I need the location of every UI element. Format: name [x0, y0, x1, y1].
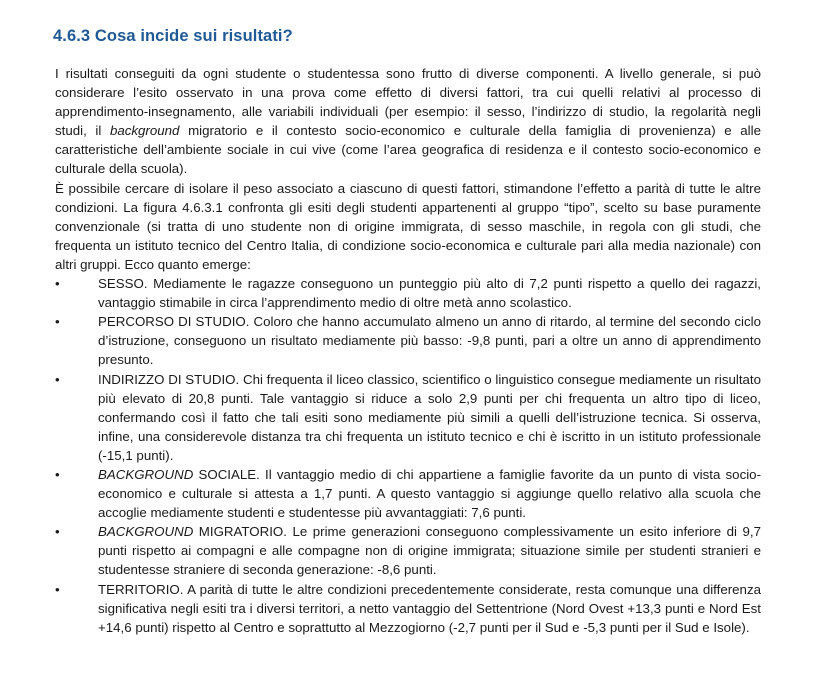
list-item-indirizzo — [55, 370, 761, 465]
item-term: TERRITORIO. — [98, 581, 184, 597]
intro-text-end: migratorio e il contesto socio-economico e culturale della famiglia di provenienza) e alle caratteristiche dell’ambiente sociale in cui vive (come l’area geografica di residenza e il contesto socio-economico e culturale della scuola). — [55, 123, 761, 177]
bullet-marker: • — [55, 581, 60, 597]
list-item-territorio — [55, 580, 761, 637]
item-term: MIGRATORIO. — [193, 524, 287, 540]
bullet-marker: • — [55, 371, 60, 387]
body-text — [55, 64, 761, 637]
item-term: SESSO. — [98, 276, 148, 292]
item-term: PERCORSO DI STUDIO. — [98, 314, 250, 330]
item-text: Il vantaggio medio di chi appartiene a famiglie favorite da un punto di vista socio-economico e culturale si attesta a 1,7 punti. A questo vantaggio si aggiunge quello relativo alla scuola che accoglie mediamente studenti e studentesse più avvantaggiati: 7,6 punti. — [98, 466, 762, 521]
item-text: Le prime generazioni conseguono complessivamente un esito inferiore di 9,7 punti rispetto ai compagni e alle compagne non di origine immigrata; situazione simile per studenti stranieri e studentesse straniere di seconda generazione: -8,6 punti. — [98, 524, 761, 578]
intro-text-start: I risultati conseguiti da ogni studente o studentessa sono frutto di diverse componenti. A livello generale, si può considerare l’esito osservato in una prova come effetto di diversi fattori, tra cui quelli relativi al processo di apprendimento-insegnamento, alle variabili individuali (per esempio: il sesso, l’indirizzo di studio, la regolarità negli studi, il — [55, 66, 761, 139]
item-text: A parità di tutte le altre condizioni precedentemente considerate, resta comunque una differenza significativa negli esiti tra i diversi territori, a netto vantaggio del Settentrione (Nord Ovest +13,3 punti e Nord Est +14,6 punti) rispetto al Centro e soprattutto al Mezzogiorno (-2,7 punti per il Sud e -5,3 punti per il Sud e Isole). — [98, 581, 761, 635]
list-item-percorso — [55, 312, 761, 369]
item-term: SOCIALE. — [193, 466, 260, 482]
list-item-sesso — [55, 274, 761, 312]
list-item-background-migratorio — [55, 522, 761, 579]
bullet-marker: • — [55, 314, 60, 330]
method-paragraph: È possibile cercare di isolare il peso associato a ciascuno di questi fattori, stimandone l’effetto a parità di tutte le altre condizioni. La figura 4.6.3.1 confronta gli esiti degli studenti appartenenti al gruppo “tipo”, scelto su base puramente convenzionale (si tratta di uno studente non di origine immigrata, di sesso maschile, in regola con gli studi, che frequenta un istituto tecnico del Centro Italia, di condizione socio-economica e culturale pari alla media nazionale) con altri gruppi. Ecco quanto emerge: — [55, 180, 761, 272]
item-term-italic: BACKGROUND — [98, 466, 194, 482]
item-text: Mediamente le ragazze conseguono un punteggio più alto di 7,2 punti rispetto a quello dei ragazzi, vantaggio stimabile in circa l’apprendimento medio di oltre metà anno scolastico. — [98, 276, 761, 311]
item-text: Chi frequenta il liceo classico, scientifico o linguistico consegue mediamente un risultato più elevato di 20,8 punti. Tale vantaggio si riduce a solo 2,9 punti per chi frequenta un altro tipo di liceo, confermando così il fatto che tali esiti sono mediamente più simili a quelli dell’istruzione tecnica. Si osserva, infine, una considerevole distanza tra chi frequenta un istituto tecnico e chi è iscritto in un istituto professionale (-15,1 punti). — [98, 371, 761, 463]
list-item-background-sociale — [55, 465, 761, 522]
bullet-marker: • — [55, 524, 60, 540]
item-term: INDIRIZZO DI STUDIO. — [98, 371, 240, 387]
section-heading: 4.6.3 Cosa incide sui risultati? — [53, 27, 293, 45]
bullet-marker: • — [55, 276, 60, 292]
item-text: Coloro che hanno accumulato almeno un anno di ritardo, al termine del secondo ciclo d’istruzione, conseguono un risultato mediamente più basso: -9,8 punti, pari a oltre un anno di apprendimento presunto. — [98, 314, 761, 368]
item-term-italic: BACKGROUND — [98, 524, 194, 540]
intro-paragraph — [55, 64, 761, 179]
bullet-marker: • — [55, 466, 60, 482]
intro-italic-term: background — [109, 123, 180, 139]
findings-list — [55, 274, 761, 637]
